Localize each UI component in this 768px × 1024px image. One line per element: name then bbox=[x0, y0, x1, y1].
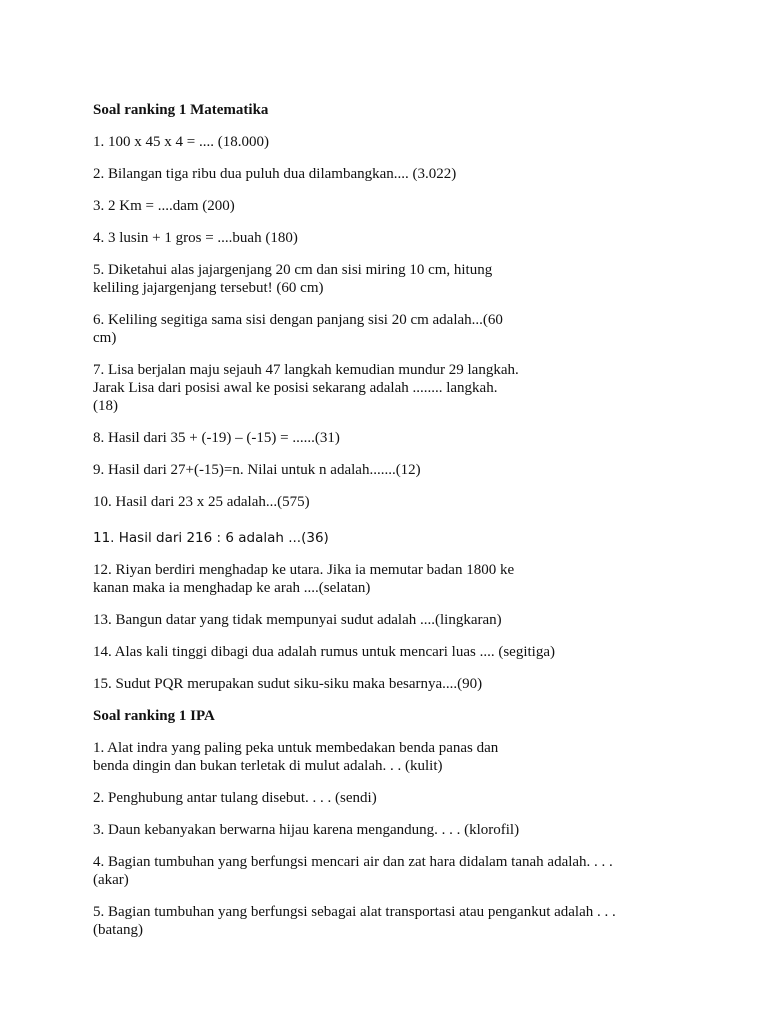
question-text-line: Jarak Lisa dari posisi awal ke posisi sekarang adalah ........ langkah. bbox=[93, 380, 498, 396]
math-question-5 bbox=[93, 261, 673, 297]
question-text-line: benda dingin dan bukan terletak di mulut adalah. . . (kulit) bbox=[93, 758, 443, 774]
question-text-line: 10. Hasil dari 23 x 25 adalah...(575) bbox=[93, 494, 310, 510]
question-text-line: 12. Riyan berdiri menghadap ke utara. Jika ia memutar badan 1800 ke bbox=[93, 562, 515, 578]
question-text-line: 5. Bagian tumbuhan yang berfungsi sebagai alat transportasi atau pengankut adalah . . . bbox=[93, 904, 616, 920]
question-text-line: 5. Diketahui alas jajargenjang 20 cm dan sisi miring 10 cm, hitung bbox=[93, 262, 493, 278]
math-question-12 bbox=[93, 561, 673, 597]
question-text-line: 6. Keliling segitiga sama sisi dengan panjang sisi 20 cm adalah...(60 bbox=[93, 312, 503, 328]
math-question-14 bbox=[93, 643, 673, 661]
question-text-line: 14. Alas kali tinggi dibagi dua adalah rumus untuk mencari luas .... (segitiga) bbox=[93, 644, 555, 660]
math-question-15 bbox=[93, 675, 673, 693]
math-heading: Soal ranking 1 Matematika bbox=[93, 102, 269, 118]
math-question-8 bbox=[93, 429, 673, 447]
math-question-13 bbox=[93, 611, 673, 629]
question-text-line: (akar) bbox=[93, 872, 129, 888]
math-question-1 bbox=[93, 133, 673, 151]
math-question-9 bbox=[93, 461, 673, 479]
question-text-line: 1. 100 x 45 x 4 = .... (18.000) bbox=[93, 134, 269, 150]
question-text-line: cm) bbox=[93, 330, 117, 346]
math-question-4 bbox=[93, 229, 673, 247]
ipa-question-2 bbox=[93, 789, 673, 807]
question-text-line: 11. Hasil dari 216 : 6 adalah ...(36) bbox=[93, 530, 329, 546]
question-text-line: 3. 2 Km = ....dam (200) bbox=[93, 198, 235, 214]
ipa-question-list bbox=[93, 739, 673, 939]
ipa-question-4 bbox=[93, 853, 673, 889]
ipa-question-5 bbox=[93, 903, 673, 939]
question-text-line: 2. Bilangan tiga ribu dua puluh dua dilambangkan.... (3.022) bbox=[93, 166, 457, 182]
math-question-11 bbox=[93, 529, 673, 548]
question-text-line: (batang) bbox=[93, 922, 143, 938]
question-text-line: 8. Hasil dari 35 + (-19) – (-15) = ......(31) bbox=[93, 430, 340, 446]
math-question-7 bbox=[93, 361, 673, 415]
question-text-line: keliling jajargenjang tersebut! (60 cm) bbox=[93, 280, 324, 296]
math-question-3 bbox=[93, 197, 673, 215]
question-text-line: 2. Penghubung antar tulang disebut. . . . (sendi) bbox=[93, 790, 377, 806]
ipa-question-1 bbox=[93, 739, 673, 775]
ipa-heading: Soal ranking 1 IPA bbox=[93, 708, 215, 724]
question-text-line: 15. Sudut PQR merupakan sudut siku-siku maka besarnya....(90) bbox=[93, 676, 483, 692]
question-text-line: kanan maka ia menghadap ke arah ....(selatan) bbox=[93, 580, 371, 596]
math-question-10 bbox=[93, 493, 673, 511]
math-question-6 bbox=[93, 311, 673, 347]
question-text-line: 13. Bangun datar yang tidak mempunyai sudut adalah ....(lingkaran) bbox=[93, 612, 502, 628]
question-text-line: 1. Alat indra yang paling peka untuk membedakan benda panas dan bbox=[93, 740, 499, 756]
math-question-2 bbox=[93, 165, 673, 183]
question-text-line: 7. Lisa berjalan maju sejauh 47 langkah kemudian mundur 29 langkah. bbox=[93, 362, 519, 378]
question-text-line: 9. Hasil dari 27+(-15)=n. Nilai untuk n adalah.......(12) bbox=[93, 462, 421, 478]
question-text-line: (18) bbox=[93, 398, 118, 414]
ipa-question-3 bbox=[93, 821, 673, 839]
document-page bbox=[93, 101, 673, 953]
question-text-line: 3. Daun kebanyakan berwarna hijau karena mengandung. . . . (klorofil) bbox=[93, 822, 520, 838]
question-text-line: 4. Bagian tumbuhan yang berfungsi mencari air dan zat hara didalam tanah adalah. . . . bbox=[93, 854, 613, 870]
question-text-line: 4. 3 lusin + 1 gros = ....buah (180) bbox=[93, 230, 298, 246]
math-question-list bbox=[93, 133, 673, 693]
